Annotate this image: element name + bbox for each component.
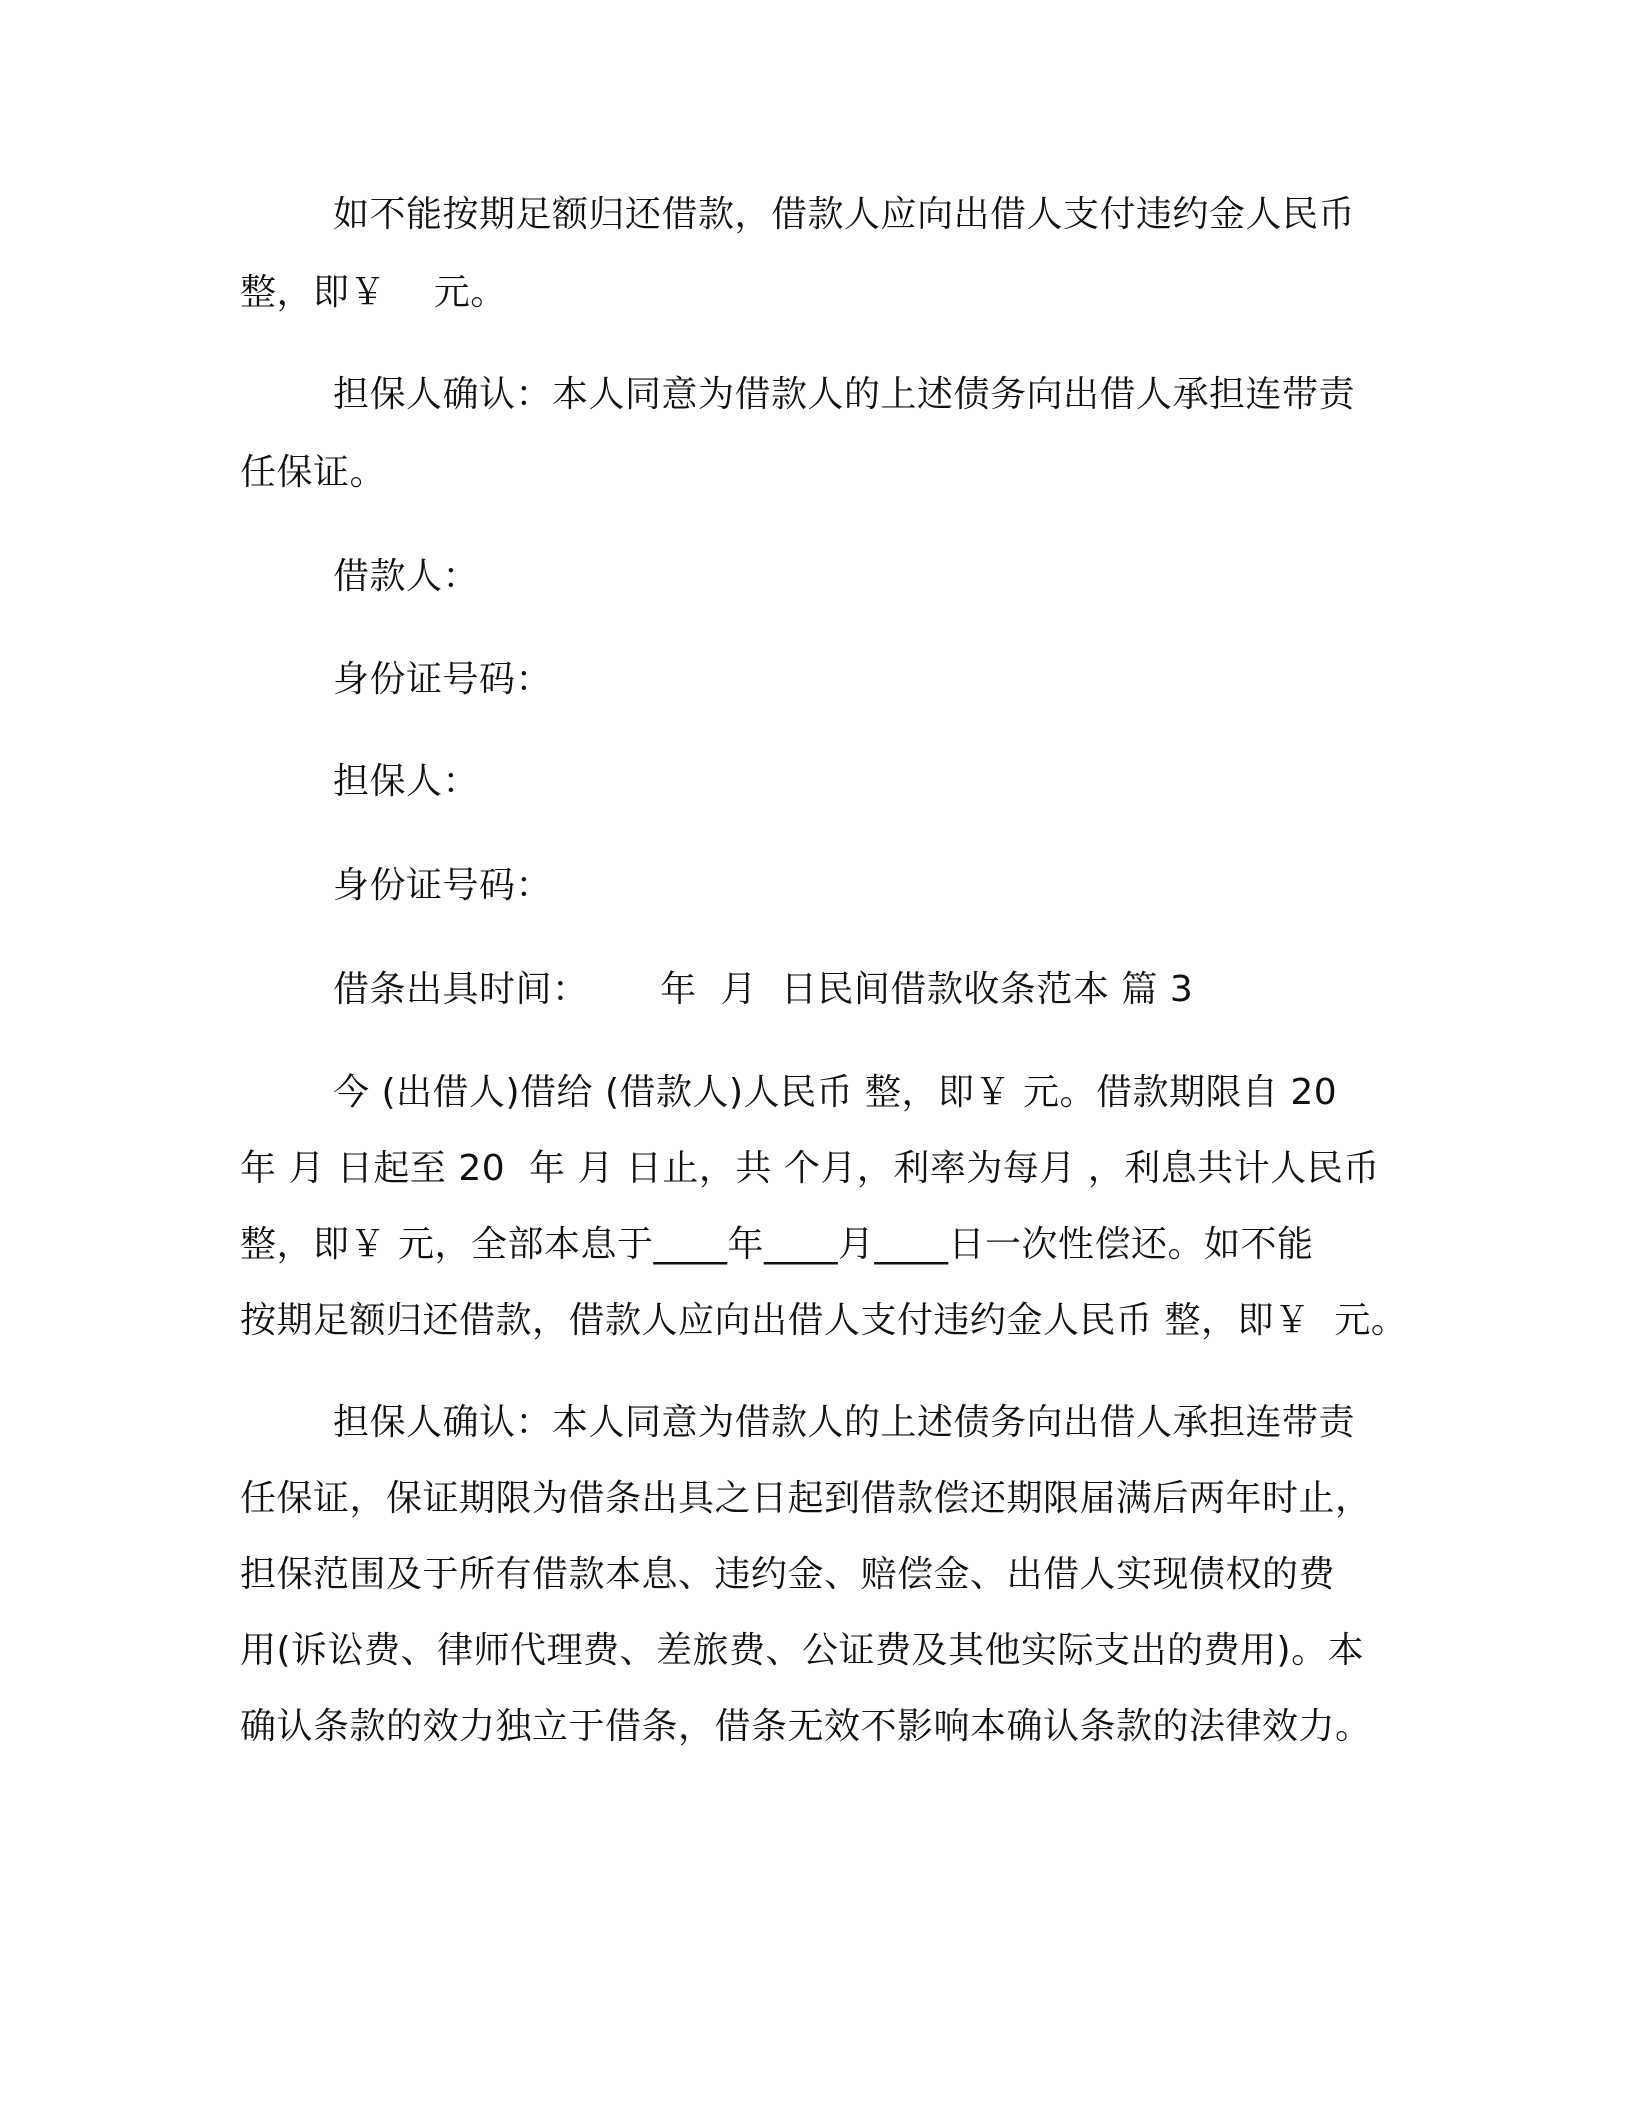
paragraph-penalty-line-1: 如不能按期足额归还借款，借款人应向出借人支付违约金人民币 <box>333 194 1356 235</box>
paragraph-loan-line-1: 今 (出借人)借给 (借款人)人民币 整，即￥ 元。借款期限自 20 <box>333 1072 1338 1113</box>
paragraph-guarantee-line-1: 担保人确认：本人同意为借款人的上述债务向出借人承担连带责 <box>333 374 1356 415</box>
paragraph-guarantee-line-2: 任保证。 <box>240 452 387 493</box>
paragraph-guarantor-confirm-line-3: 担保范围及于所有借款本息、违约金、赔偿金、出借人实现债权的费 <box>240 1554 1336 1595</box>
paragraph-guarantor-confirm-line-5: 确认条款的效力独立于借条，借条无效不影响本确认条款的法律效力。 <box>240 1706 1372 1747</box>
guarantor-label: 担保人： <box>333 761 480 802</box>
paragraph-loan-line-2: 年 月 日起至 20 年 月 日止，共 个月，利率为每月 ，利息共计人民币 <box>240 1148 1380 1189</box>
paragraph-penalty-line-2: 整，即￥ 元。 <box>240 272 507 313</box>
issue-date-line: 借条出具时间： 年 月 日民间借款收条范本 篇 3 <box>333 969 1194 1010</box>
paragraph-guarantor-confirm-line-1: 担保人确认：本人同意为借款人的上述债务向出借人承担连带责 <box>333 1402 1356 1443</box>
paragraph-loan-line-4: 按期足额归还借款，借款人应向出借人支付违约金人民币 整，即￥ 元。 <box>240 1300 1408 1341</box>
paragraph-guarantor-confirm-line-4: 用(诉讼费、律师代理费、差旅费、公证费及其他实际支出的费用)。本 <box>240 1630 1365 1671</box>
paragraph-guarantor-confirm-line-2: 任保证，保证期限为借条出具之日起到借款偿还期限届满后两年时止， <box>240 1478 1372 1519</box>
borrower-id-label: 身份证号码： <box>333 659 553 700</box>
guarantor-id-label: 身份证号码： <box>333 865 553 906</box>
borrower-label: 借款人： <box>333 556 480 597</box>
paragraph-loan-line-3: 整，即￥ 元，全部本息于____年____月____日一次性偿还。如不能 <box>240 1224 1314 1265</box>
